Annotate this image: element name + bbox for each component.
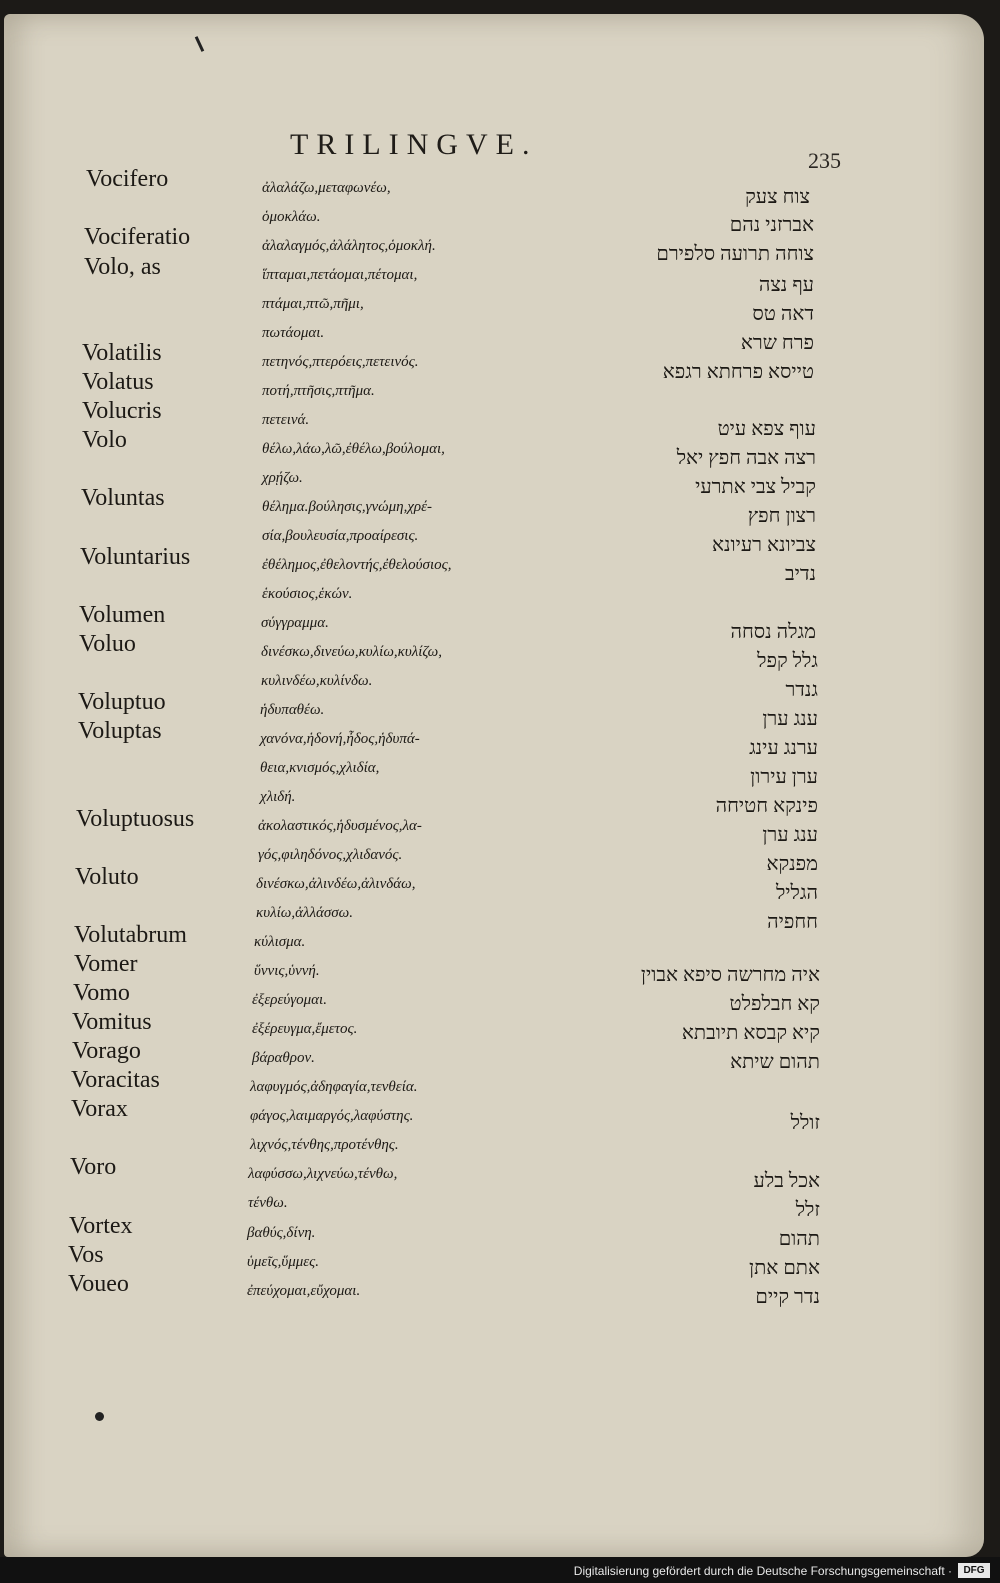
latin-word: Volutabrum <box>74 922 187 948</box>
hebrew-line: קיא קבסא תיובתא <box>681 1022 820 1044</box>
greek-line: βαθύς,δίνη. <box>247 1225 316 1241</box>
greek-line: χλιδή. <box>260 789 296 805</box>
greek-line: χρῄζω. <box>262 470 303 486</box>
greek-line: ἀλαλάζω,μεταφωνέω, <box>262 180 391 196</box>
greek-line: λαφυγμός,ἀδηφαγία,τενθεία. <box>250 1079 418 1095</box>
greek-line: λιχνός,τένθης,προτένθης. <box>250 1137 399 1153</box>
hebrew-line: זולל <box>790 1112 820 1134</box>
greek-line: πετεινά. <box>262 412 310 428</box>
greek-line: σύγγραμμα. <box>261 615 329 631</box>
hebrew-line: עף נצה <box>758 274 814 296</box>
hebrew-line: חחפיה <box>767 911 818 933</box>
page-number: 235 <box>808 148 841 173</box>
latin-word: Vociferatio <box>84 224 191 250</box>
greek-line: ἵπταμαι,πετάομαι,πέτομαι, <box>262 267 418 283</box>
hebrew-line: נדיב <box>784 563 816 585</box>
latin-word: Vorax <box>71 1096 128 1122</box>
hebrew-line: מפנקא <box>766 853 818 875</box>
greek-line: γός,φιληδόνος,χλιδανός. <box>258 847 403 863</box>
greek-line: φάγος,λαιμαργός,λαφύστης. <box>250 1108 414 1124</box>
greek-line: πτάμαι,πτῶ,πῆμι, <box>262 296 364 312</box>
greek-line: χανόνα,ἡδονή,ἦδος,ἡδυπά- <box>260 731 420 747</box>
greek-line: ποτή,πτῆσις,πτῆμα. <box>262 383 375 399</box>
hebrew-line: אברזני נהם <box>729 214 814 236</box>
hebrew-line: צוחה תרועה סלפירם <box>656 243 814 265</box>
greek-line: κύλισμα. <box>254 934 306 950</box>
greek-line: βάραθρον. <box>252 1050 315 1066</box>
latin-word: Volo, as <box>84 254 161 280</box>
latin-word: Voueo <box>68 1271 129 1297</box>
latin-word: Voro <box>70 1154 117 1180</box>
hebrew-line: תהום <box>778 1228 820 1250</box>
hebrew-line: קביל צבי אתרעי <box>695 476 816 498</box>
hebrew-line: גנדר <box>785 679 818 701</box>
hebrew-line: פינקא חטיחה <box>715 795 818 817</box>
running-head: TRILINGVE. <box>290 128 538 161</box>
greek-line: λαφύσσω,λιχνεύω,τένθω, <box>248 1166 398 1182</box>
hebrew-line: רצון חפץ <box>747 505 816 527</box>
greek-line: ἡδυπαθέω. <box>260 702 325 718</box>
latin-word: Voluo <box>79 631 136 657</box>
hebrew-line: פרח שרא <box>740 332 814 354</box>
latin-word: Voluto <box>75 864 139 890</box>
latin-word: Voracitas <box>71 1067 160 1093</box>
greek-line: σία,βουλευσία,προαίρεσις. <box>262 528 419 544</box>
greek-line: θέλημα.βούλησις,γνώμη,χρέ- <box>262 499 433 515</box>
hebrew-line: צביונא רעיונא <box>712 534 816 556</box>
greek-line: κυλινδέω,κυλίνδω. <box>261 673 373 689</box>
greek-line: ἐξερεύγομαι. <box>252 992 327 1008</box>
greek-line: πετηνός,πτερόεις,πετεινός. <box>262 354 419 370</box>
hebrew-line: תהום שיתא <box>730 1051 820 1073</box>
latin-word: Vomer <box>74 951 138 977</box>
footer-bar <box>0 1557 1000 1583</box>
hebrew-line: אתם אתן <box>749 1257 820 1279</box>
hebrew-line: איה מחרשה סיפא אבוין <box>640 964 820 986</box>
hebrew-line: אכל בלע <box>753 1170 820 1192</box>
hebrew-line: זלל <box>795 1199 820 1221</box>
greek-line: θεια,κνισμός,χλιδία, <box>260 760 380 776</box>
latin-word: Voluntarius <box>80 544 191 570</box>
greek-line: ἀκολαστικός,ἡδυσμένος,λα- <box>258 818 422 834</box>
latin-word: Vomitus <box>72 1009 152 1035</box>
greek-line: ἀλαλαγμός,ἀλάλητος,ὁμοκλή. <box>262 238 436 254</box>
greek-line: ἐπεύχομαι,εὔχομαι. <box>247 1283 361 1299</box>
latin-word: Volumen <box>79 602 166 628</box>
footer-credit: Digitalisierung gefördert durch die Deutsche Forschungsgemeinschaft · <box>573 1564 952 1578</box>
hebrew-line: רצה אבה חפץ יאל <box>676 447 816 469</box>
hebrew-line: הגליל <box>775 882 818 904</box>
ink-dot <box>95 1412 104 1421</box>
hebrew-line: נדר קיים <box>755 1286 820 1308</box>
latin-word: Voluptuo <box>78 689 166 715</box>
dfg-logo: DFG <box>958 1563 990 1578</box>
greek-line: ὑμεῖς,ὕμμες. <box>247 1254 320 1270</box>
greek-line: ἐθέλημος,ἐθελοντής,ἐθελούσιος, <box>262 557 452 573</box>
latin-word: Vortex <box>69 1213 133 1239</box>
greek-line: πωτάομαι. <box>262 325 325 341</box>
greek-line: θέλω,λάω,λῶ,ἐθέλω,βούλομαι, <box>262 441 445 457</box>
greek-line: ὕννις,ὑννή. <box>254 963 320 979</box>
latin-word: Volatilis <box>82 340 162 366</box>
greek-line: ἑκούσιος,ἑκών. <box>262 586 353 602</box>
greek-line: κυλίω,ἀλλάσσω. <box>256 905 353 921</box>
latin-word: Voluptas <box>78 718 162 744</box>
hebrew-line: דאה טס <box>752 303 814 325</box>
greek-line: ὁμοκλάω. <box>262 209 321 225</box>
latin-word: Vos <box>68 1242 104 1268</box>
hebrew-line: ענג ערן <box>762 824 818 846</box>
hebrew-line: טייסא פרחתא רגפא <box>662 361 814 383</box>
hebrew-line: עוף צפא עיט <box>717 418 816 440</box>
latin-word: Vomo <box>73 980 130 1006</box>
hebrew-line: ערנג עינג <box>749 737 818 759</box>
greek-line: ἐξέρευγμα,ἔμετος. <box>252 1021 358 1037</box>
latin-word: Vocifero <box>86 166 169 192</box>
latin-word: Vorago <box>72 1038 141 1064</box>
greek-line: τένθω. <box>248 1195 288 1211</box>
hebrew-line: ערן עירון <box>750 766 818 788</box>
greek-line: δινέσκω,ἀλινδέω,ἀλινδάω, <box>256 876 416 892</box>
latin-word: Volatus <box>82 369 154 395</box>
hebrew-line: קא חבלפלט <box>729 993 820 1015</box>
hebrew-line: מגלה נסחה <box>730 621 816 643</box>
hebrew-line: גלל קפל <box>757 650 818 672</box>
latin-word: Voluptuosus <box>76 806 195 832</box>
hebrew-line: ענג ערן <box>762 708 818 730</box>
latin-word: Volucris <box>82 398 162 424</box>
greek-line: δινέσκω,δινεύω,κυλίω,κυλίζω, <box>261 644 442 660</box>
latin-word: Voluntas <box>81 485 165 511</box>
hebrew-line: צוח צעק <box>745 186 810 208</box>
latin-word: Volo <box>82 427 127 453</box>
